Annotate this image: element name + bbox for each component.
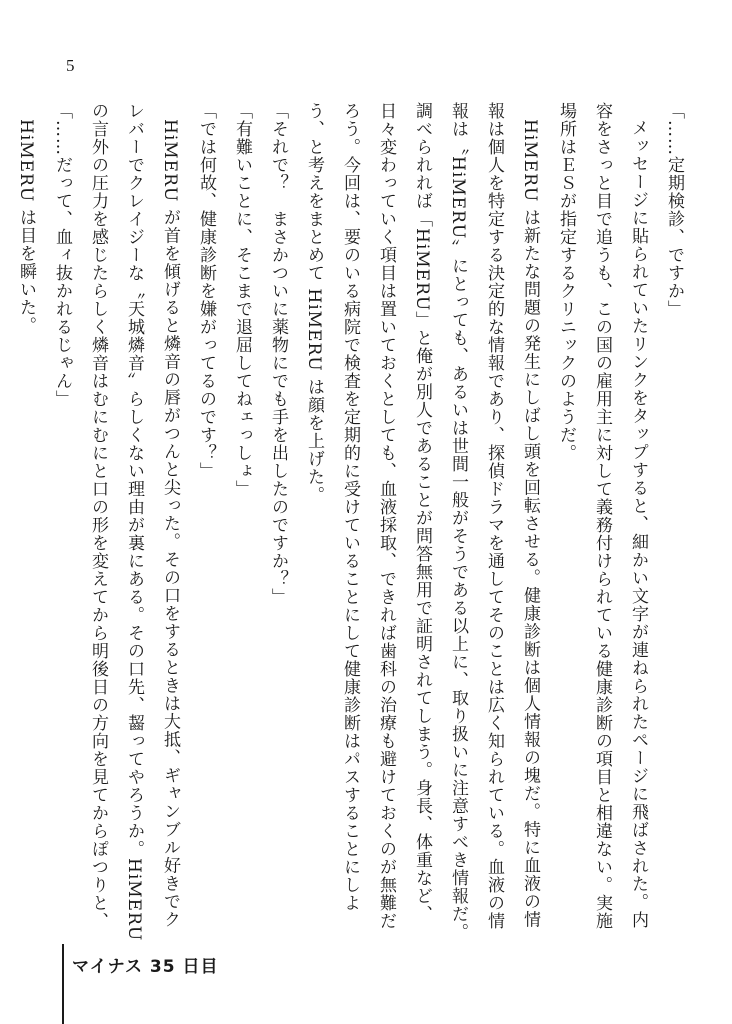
paragraph: 「……だって、血ィ抜かれるじゃん」 — [52, 102, 72, 408]
chapter-title: マイナス 35 日目 — [72, 957, 219, 977]
paragraph: メッセージに貼られていたリンクをタップすると、細かい文字が連ねられたページに飛ばされた。内容をさっと目で追うも、この国の雇用主に対して義務付けられている健康診断の項目と相違ない。実施場所はＥＳが指定するクリニックのようだ。 — [556, 102, 648, 930]
paragraph: HiMERU は目を瞬いた。 — [16, 119, 36, 335]
paragraph: HiMERU は新たな問題の発生にしばし頭を回転させる。健康診断は個人情報の塊だ。特に血液の情報は個人を特定する決定的な情報であり、探偵ドラマを通してそのことは広く知られている。血液の情報は〝HiMERU〟にとっても、あるいは世間一般がそうである以上に、取り扱いに注意すべき情報だ。調べられれば「HiMERU」と俺が別人であることが問答無用で証明されてしまう。身長、体重など、日々変わっていく項目は置いておくとしても、血液採取、できれば歯科の治療も避けておくのが無難だろう。今回は、要のいる病院で検査を定期的に受けていることにして健康診断はパスすることにしよう、と考えをまとめて HiMERU は顔を上げた。 — [304, 102, 540, 942]
vertical-text-body — [16, 102, 692, 942]
paragraph: 「……定期検診、ですか」 — [664, 102, 684, 318]
paragraph: 「それで？ まさかついに薬物にでも手を出したのですか？」 — [268, 102, 288, 606]
paragraph: HiMERU が首を傾げると燐音の唇がつんと尖った。その口をするときは大抵、ギャンブル好きでクレバーでクレイジーな〝天城燐音〟らしくない理由が裏にある。その口先、齧ってやろうか。HiMERU の言外の圧力を感じたらしく燐音はむにむにと口の形を変えてから明後日の方向を見てからぽつりと、 — [88, 102, 180, 942]
paragraph: 「有難いことに、そこまで退屈してねェっしょ」 — [232, 102, 252, 498]
page-number: 5 — [66, 56, 75, 75]
paragraph: 「では何故、健康診断を嫌がってるのです？」 — [196, 102, 216, 480]
footer-vertical-rule — [62, 944, 64, 1024]
